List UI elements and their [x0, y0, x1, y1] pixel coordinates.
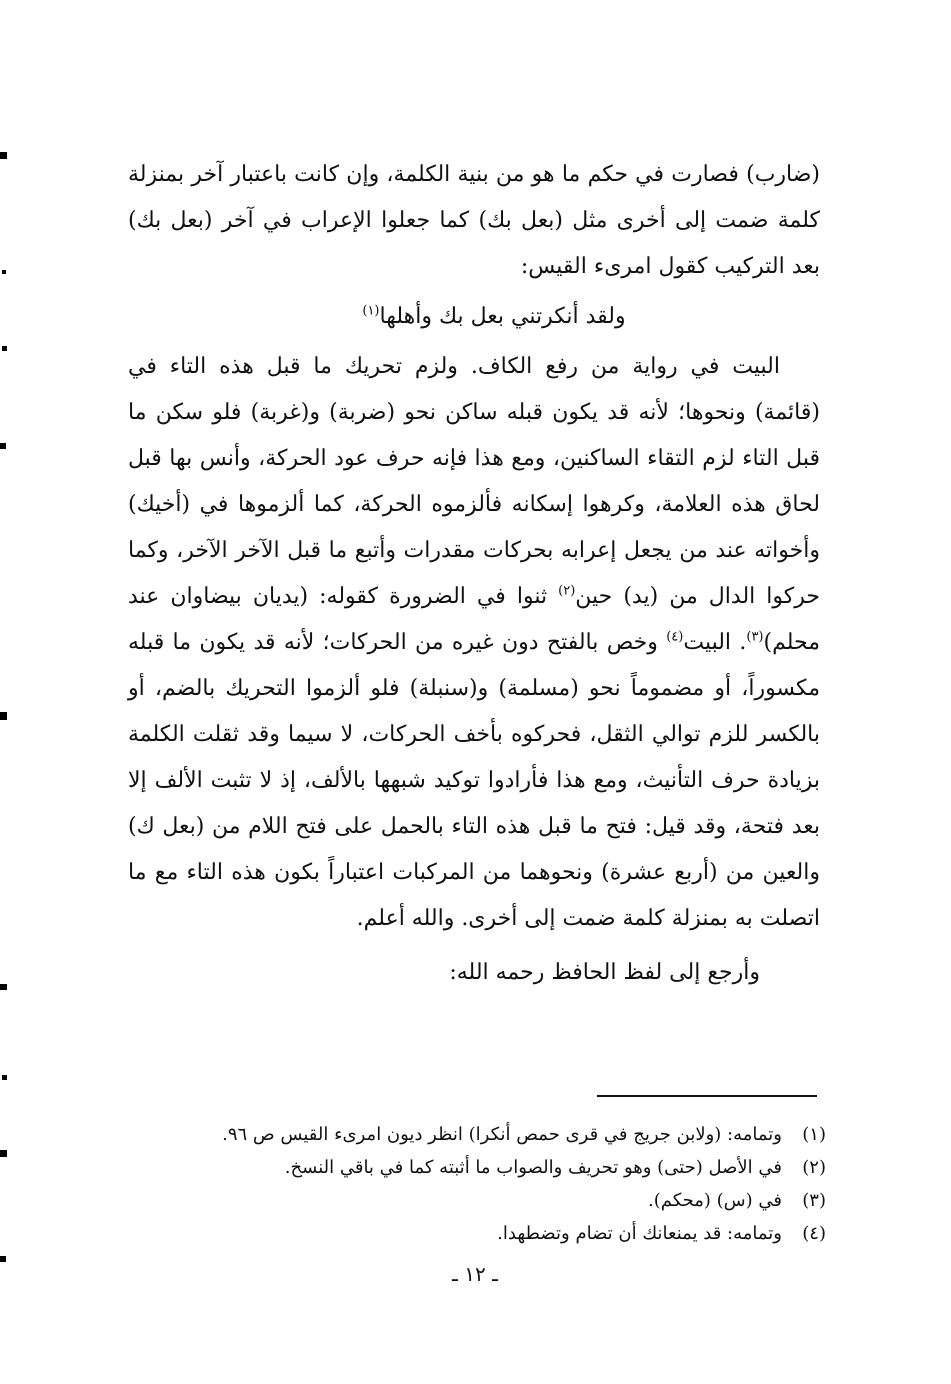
- scan-mark: [0, 1150, 7, 1157]
- scan-mark: [0, 984, 7, 990]
- paragraph-2: [128, 344, 820, 942]
- footnote-ref-2: (٢): [558, 583, 576, 599]
- footnote-number: (١): [802, 1124, 826, 1145]
- footnote-number: (٤): [802, 1223, 826, 1244]
- footnote-ref-3: (٣): [746, 629, 764, 645]
- footnote-text: في (س) (محكم).: [647, 1190, 782, 1211]
- verse-line: [128, 294, 820, 340]
- scan-mark: [0, 1256, 6, 1262]
- scan-mark: [2, 346, 7, 351]
- footnote-text: في الأصل (حتى) وهو تحريف والصواب ما أثبته كما في باقي النسخ.: [284, 1157, 782, 1178]
- footnote-number: (٣): [802, 1190, 826, 1211]
- paragraph-2-part-a: البيت في رواية من رفع الكاف. ولزم تحريك ما قبل هذه التاء في (قائمة) ونحوها؛ لأنه قد يكون قبله ساكن نحو (ضربة) و(غربة) فلو سكن ما قبل التاء لزم التقاء الساكنين، ومع هذا فإنه حرف عود الحركة، وأنس بها قبل لحاق هذه العلامة، وكرهوا إسكانه فألزموه الحركة، كما ألزموها في (أخيك) وأخواته عند من يجعل إعرابه بحركات مقدرات وأتبع ما قبل الآخر الآخر، وكما حركوا الدال من (يد) حين: [128, 354, 820, 609]
- paragraph-2-part-b: ثنوا في الضرورة كقوله: (يديان بيضاوان عند محلم): [128, 584, 820, 655]
- footnote-divider: [597, 1095, 817, 1097]
- footnote-ref-1: (١): [362, 303, 380, 319]
- footnote-2: [128, 1151, 826, 1184]
- paragraph-2-part-c: . البيت: [683, 630, 747, 655]
- closing-line: [128, 950, 820, 996]
- scan-mark: [2, 1075, 7, 1080]
- footnote-text: وتمامه: (ولابن جريج في قرى حمص أنكرا) انظر ديون امرىء القيس ص ٩٦.: [222, 1124, 782, 1145]
- scan-mark: [2, 270, 6, 274]
- scan-mark: [0, 443, 6, 449]
- paragraph-1-text: (ضارب) فصارت في حكم ما هو من بنية الكلمة، وإن كانت باعتبار آخر بمنزلة كلمة ضمت إلى أخرى مثل (بعل بك) كما جعلوا الإعراب في آخر (بعل بك) بعد التركيب كقول امرىء القيس:: [128, 162, 820, 279]
- scan-mark: [0, 152, 7, 159]
- footnote-3: [128, 1184, 826, 1217]
- closing-text: وأرجع إلى لفظ الحافظ رحمه الله:: [449, 960, 760, 985]
- page-number: ـ ١٢ ـ: [452, 1262, 498, 1286]
- scan-mark: [0, 712, 7, 720]
- footnote-1: [128, 1118, 826, 1151]
- footnote-4: [128, 1217, 826, 1250]
- footnote-text: وتمامه: قد يمنعانك أن تضام وتضطهدا.: [497, 1223, 782, 1244]
- paragraph-2-part-d: وخص بالفتح دون غيره من الحركات؛ لأنه قد يكون ما قبله مكسوراً، أو مضموماً نحو (مسلمة) و(سنبلة) فلو ألزموا التحريك بالضم، أو بالكسر للزم توالي الثقل، فحركوه بأخف الحركات، لا سيما وقد ثقلت الكلمة بزيادة حرف التأنيث، ومع هذا فأرادوا توكيد شبهها بالألف، إذ لا تثبت الألف إلا بعد فتحة، وقد قيل: فتح ما قبل هذه التاء بالحمل على فتح اللام من (بعل ك) والعين من (أربع عشرة) ونحوهما من المركبات اعتباراً بكون هذه التاء مع ما اتصلت به بمنزلة كلمة ضمت إلى أخرى. والله أعلم.: [128, 630, 820, 931]
- verse-text: ولقد أنكرتني بعل بك وأهلها: [379, 304, 626, 329]
- footnotes: [128, 1118, 826, 1250]
- main-text: [128, 152, 820, 996]
- footnote-ref-4: (٤): [666, 629, 684, 645]
- footnote-number: (٢): [802, 1157, 826, 1178]
- paragraph-1: [128, 152, 820, 290]
